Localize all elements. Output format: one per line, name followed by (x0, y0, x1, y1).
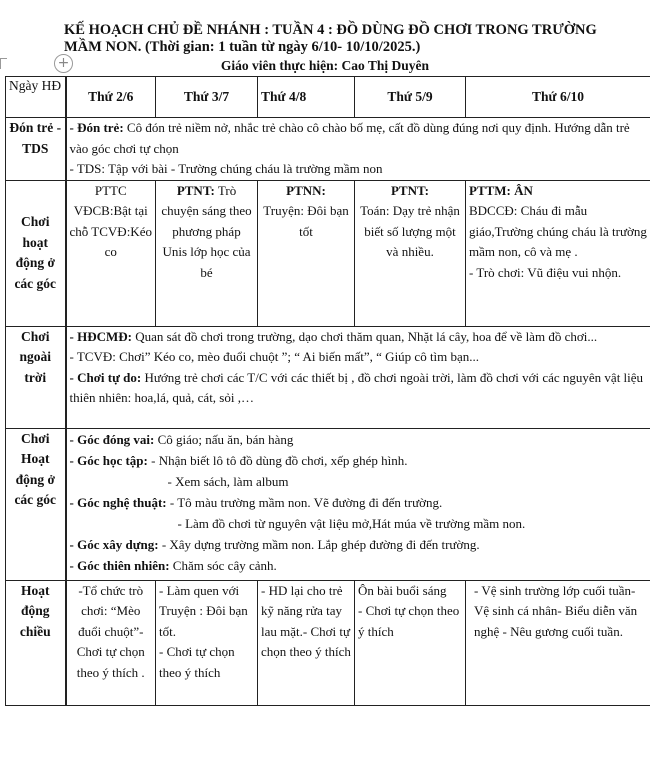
friday-game: - Trò chơi: Vũ điệu vui nhộn. (469, 264, 622, 280)
friday-text: BDCCĐ: Cháu đi mẫu giáo,Trường chúng cháu là trường mầm non, cô và mẹ . (469, 203, 647, 259)
goc-hoc-tap-text-2: - Xem sách, làm album (167, 473, 289, 489)
cell-chieu-tuesday (156, 580, 258, 705)
cell-choi-tuesday (156, 180, 258, 326)
teacher-line: Giáo viên thực hiện: Cao Thị Duyên (220, 58, 430, 73)
thursday-subject: PTNT: (390, 182, 430, 198)
wednesday-subject: PTNN: (286, 182, 326, 198)
goc-nghe-thuat-heading: - Góc nghệ thuật: (69, 494, 167, 510)
hdcmd-heading: - HĐCMĐ: (69, 328, 132, 344)
weekly-plan-table (5, 76, 650, 706)
cell-chieu-monday: -Tổ chức trò chơi: “Mèo đuổi chuột”- Chơi tự chọn theo ý thích . (66, 580, 156, 705)
row-label-chieu: Hoạt động chiều (6, 580, 66, 705)
cell-chieu-wednesday: - HD lại cho trẻ kỹ năng rửa tay lau mặt.- Chơi tự chọn theo ý thích (258, 580, 355, 705)
goc-thien-nhien-text: Chăm sóc cây cảnh. (169, 557, 277, 573)
don-tre-text: Cô đón trẻ niềm nở, nhắc trẻ chào cô chào bố mẹ, cất đồ dùng đúng nơi quy định. Hướng dẫn trẻ vào góc chơi tự chọn (69, 120, 630, 156)
goc-hoc-tap-text: - Nhận biết lô tô đồ dùng đồ chơi, xếp ghép hình. (147, 452, 408, 468)
table-header-row (6, 77, 650, 118)
cell-goc (66, 428, 650, 580)
goc-hoc-tap-heading: - Góc học tập: (69, 452, 148, 468)
chieu-tuesday-text-2: - Chơi tự chọn theo ý thích (159, 644, 235, 680)
cell-chieu-thursday (355, 580, 466, 705)
row-label-goc: Chơi Hoạt động ở các góc (6, 428, 66, 580)
don-tre-heading: - Đón trẻ: (69, 120, 124, 135)
cell-choi-wednesday (258, 180, 355, 326)
goc-dong-vai-text: Cô giáo; nấu ăn, bán hàng (154, 431, 294, 447)
row-ngoai-troi (6, 326, 650, 428)
row-label-don-tre: Đón trẻ - TDS (6, 118, 66, 181)
cell-choi-monday: PTTC VĐCB:Bật tại chỗ TCVĐ:Kéo co (66, 180, 156, 326)
row-don-tre (6, 118, 650, 181)
tds-text: - TDS: Tập với bài - Trường chúng cháu là trường mầm non (69, 161, 383, 176)
cell-chieu-friday: - Vệ sinh trường lớp cuối tuần- Vệ sinh cá nhân- Biểu diễn văn nghệ - Nêu gương cuối tuần. (466, 580, 650, 705)
goc-thien-nhien-heading: - Góc thiên nhiên: (69, 557, 170, 573)
goc-xay-dung-heading: - Góc xây dựng: (69, 536, 159, 552)
chieu-thursday-text-2: - Chơi tự chọn theo ý thích (358, 603, 460, 639)
col-header-date-activity: Ngày HĐ (6, 77, 66, 118)
col-header-wednesday: Thứ 4/8 (258, 77, 355, 118)
wednesday-text: Truyện: Đôi bạn tốt (263, 203, 349, 239)
row-goc (6, 428, 650, 580)
cell-ngoai-troi (66, 326, 650, 428)
friday-subject: PTTM: ÂN (469, 182, 533, 198)
col-header-monday: Thứ 2/6 (66, 77, 156, 118)
chieu-thursday-text: Ôn bài buổi sáng (358, 582, 447, 598)
cell-choi-thursday (355, 180, 466, 326)
thursday-text: Toán: Dạy trẻ nhận biết số lượng một và nhiều. (360, 203, 460, 259)
cell-choi-friday (466, 180, 650, 326)
goc-xay-dung-text: - Xây dựng trường mầm non. Lắp ghép đường đi đến trường. (158, 536, 480, 552)
goc-nghe-thuat-text: - Tô màu trường mầm non. Vẽ đường đi đến trường. (166, 494, 443, 510)
col-header-friday: Thứ 6/10 (466, 77, 650, 118)
choi-tu-do-heading: - Chơi tự do: (69, 369, 142, 385)
choi-tu-do-text: Hướng trẻ chơi các T/C với các thiết bị , đồ chơi ngoài trời, làm đồ chơi với các nguyên vật liệu thiên nhiên: hoa,lá, quả, cát, sỏi ,… (69, 369, 644, 405)
hdcmd-text: Quan sát đồ chơi trong trường, dạo chơi thăm quan, Nhặt lá cây, hoa để về làm đồ chơi... (131, 328, 598, 344)
row-label-choi-hoat-dong: Chơi hoạt động ở các góc (6, 180, 66, 326)
col-header-tuesday: Thứ 3/7 (156, 77, 258, 118)
margin-corner-icon (0, 58, 7, 69)
row-choi-hoat-dong (6, 180, 650, 326)
cell-don-tre (66, 118, 650, 181)
goc-nghe-thuat-text-2: - Làm đồ chơi từ nguyên vật liệu mở,Hát múa về trường mầm non. (177, 515, 526, 531)
table-move-handle-icon[interactable]: + (54, 54, 73, 73)
tuesday-text: Trò chuyện sáng theo phương pháp Unis lớp học của bé (161, 182, 252, 280)
row-label-ngoai-troi: Chơi ngoài trời (6, 326, 66, 428)
tcvd-text: - TCVĐ: Chơi” Kéo co, mèo đuổi chuột ”; “ Ai biến mất”, “ Giúp cô tìm bạn... (69, 349, 480, 364)
col-header-thursday: Thứ 5/9 (355, 77, 466, 118)
chieu-tuesday-text: - Làm quen với Truyện : Đôi bạn tốt. (159, 582, 248, 639)
document-title: KẾ HOẠCH CHỦ ĐỀ NHÁNH : TUẦN 4 : ĐỒ DÙNG ĐỒ CHƠI TRONG TRƯỜNG MẦM NON. (Thời gian: 1 tuần từ ngày 6/10- 10/10/2025.) (64, 22, 597, 55)
row-chieu (6, 580, 650, 705)
goc-dong-vai-heading: - Góc đóng vai: (69, 431, 155, 447)
tuesday-subject: PTNT: (176, 182, 215, 198)
